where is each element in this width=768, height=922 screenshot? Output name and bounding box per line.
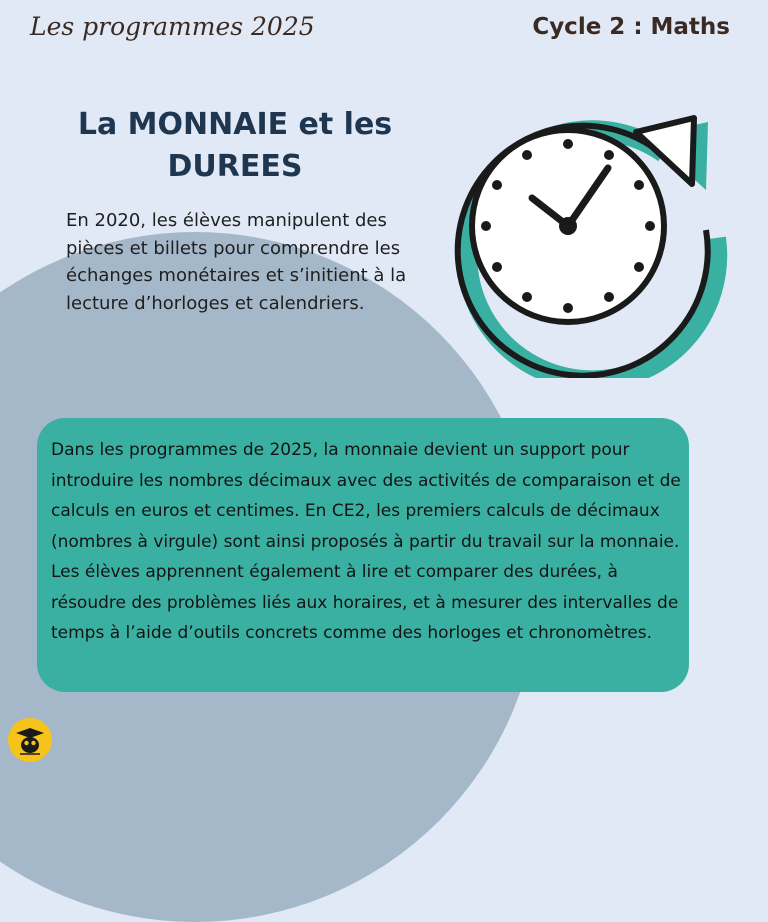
header-cycle-label: Cycle 2 : Maths bbox=[532, 14, 730, 40]
page-title bbox=[60, 104, 410, 188]
intro-paragraph: En 2020, les élèves manipulent des pièces et billets pour comprendre les échanges monétaires et s’initient à la lecture d’horloges et calendriers. bbox=[66, 210, 407, 314]
info-box-text: Dans les programmes de 2025, la monnaie devient un support pour introduire les nombres décimaux avec des activités de comparaison et de calculs en euros et centimes. En CE2, les premiers calculs de décimaux (nombres à virgule) sont ainsi proposés à partir du travail sur la monnaie. Les élèves apprennent également à lire et comparer des durées, à résoudre des problèmes liés aux horaires, et à mesurer des intervalles de temps à l’aide d’outils concrets comme des horloges et chronomètres. bbox=[51, 440, 681, 643]
page-title-line-2: DUREES bbox=[167, 149, 303, 184]
header-program-title: Les programmes 2025 bbox=[30, 12, 315, 41]
owl-logo-icon bbox=[8, 718, 52, 762]
clock-with-circular-arrow-icon bbox=[436, 108, 736, 382]
page-title-line-1: La MONNAIE et les bbox=[77, 107, 393, 142]
info-box bbox=[37, 418, 689, 692]
